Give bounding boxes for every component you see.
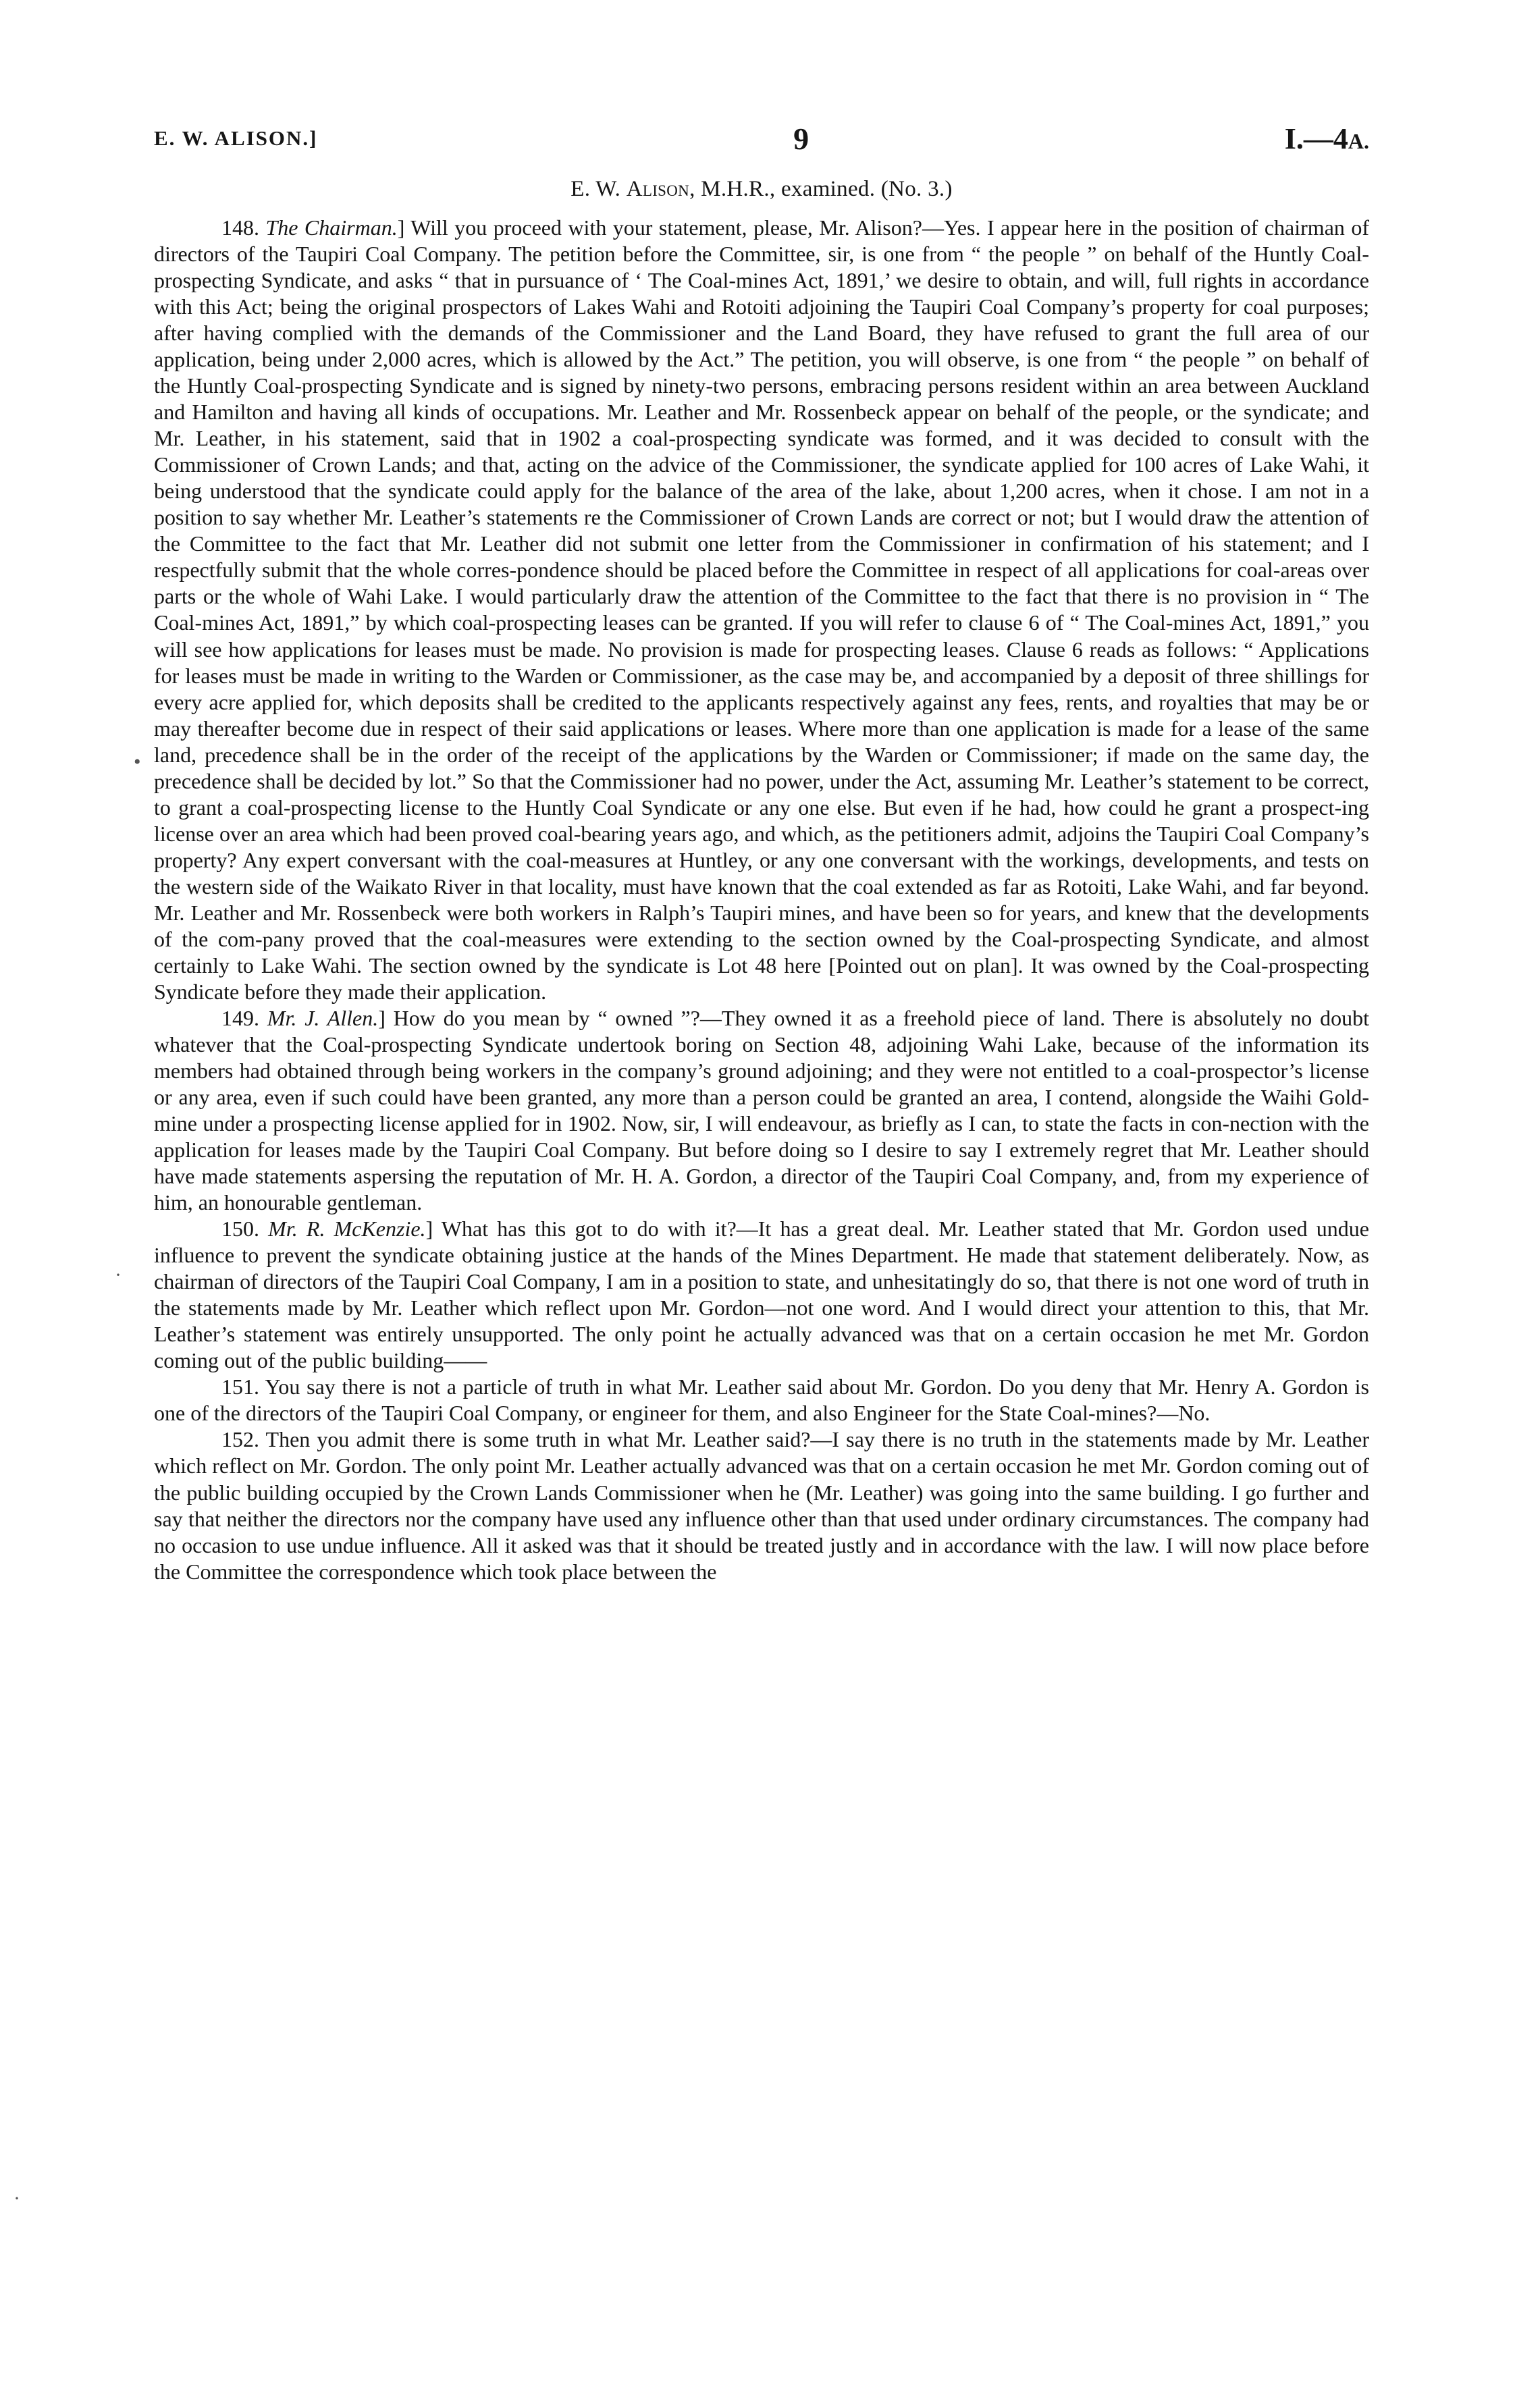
title-initials: E. W. <box>570 177 627 201</box>
question-number: 150. <box>221 1216 259 1241</box>
title-surname: Alison <box>626 177 690 201</box>
speaker: Mr. J. Allen. <box>267 1005 379 1030</box>
speaker: The Chairman. <box>265 215 398 240</box>
title-rest: , M.H.R., examined. (No. 3.) <box>689 177 953 201</box>
paragraph-text: ] What has this got to do with it?—It has a great deal. Mr. Leather stated that Mr. Gordon used undue influence to prevent the syndicate obtaining justice at the hands of the Mines Department. He made that statement deliberately. Now, as chairman of directors of the Taupiri Coal Company, I am in a position to state, and unhesitatingly do so, that there is not one word of truth in the statements made by Mr. Leather which reflect upon Mr. Gordon—not one word. And I would direct your attention to this, that Mr. Leather’s statement was entirely unsupported. The only point he actually advanced was that on a certain occasion he met Mr. Gordon coming out of the public building—— <box>154 1216 1370 1373</box>
margin-dot-mark: • <box>134 751 141 773</box>
question-number: 148. <box>221 215 259 240</box>
margin-dot-mark: · <box>14 2187 20 2210</box>
paragraph-148 <box>154 215 1369 1005</box>
paragraph-text: You say there is not a particle of truth in what Mr. Leather said about Mr. Gordon. Do you deny that Mr. Henry A. Gordon is one of the directors of the Taupiri Coal Company, or engineer for them, and also Engineer for the State Coal-mines?—No. <box>154 1374 1370 1426</box>
margin-dot-mark: · <box>115 1264 122 1286</box>
question-number: 149. <box>221 1005 259 1030</box>
question-number: 152. <box>221 1427 259 1452</box>
examination-title <box>154 177 1369 202</box>
document-reference-suffix: A. <box>1348 128 1369 153</box>
document-reference <box>1285 122 1369 156</box>
paragraph-text: ] How do you mean by “ owned ”?—They owned it as a freehold piece of land. There is absolutely no doubt whatever that the Coal-prospecting Syndicate undertook boring on Section 48, adjoining Wahi Lake, because of the information its members had obtained through being workers in the company’s ground adjoining; and they were not entitled to a coal-prospector’s license or any area, even if such could have been granted, any more than a person could be granted an area, I contend, alongside the Waihi Gold-mine under a prospecting license applied for in 1902. Now, sir, I will endeavour, as briefly as I can, to state the facts in con-nection with the application for leases made by the Taupiri Coal Company. But before doing so I desire to say I extremely regret that Mr. Leather should have made statements aspersing the reputation of Mr. H. A. Gordon, a director of the Taupiri Coal Company, and, from my experience of him, an honourable gentleman. <box>154 1005 1370 1215</box>
paragraph-149 <box>154 1005 1369 1216</box>
examination-body <box>154 215 1369 1585</box>
paragraph-151 <box>154 1374 1369 1426</box>
paragraph-152 <box>154 1426 1369 1584</box>
paragraph-text: Then you admit there is some truth in what Mr. Leather said?—I say there is no truth in the statements made by Mr. Leather which reflect on Mr. Gordon. The only point Mr. Leather actually advanced was that on a certain occasion he met Mr. Gordon coming out of the public building occupied by the Crown Lands Commissioner when he (Mr. Leather) was going into the same building. I go further and say that neither the directors nor the company have used any influence other than that used under ordinary circumstances. The company had no occasion to use undue influence. All it asked was that it should be treated justly and in accordance with the law. I will now place before the Committee the correspondence which took place between the <box>154 1427 1370 1584</box>
page-header <box>154 115 1369 162</box>
speaker: Mr. R. McKenzie. <box>268 1216 426 1241</box>
question-number: 151. <box>221 1374 259 1399</box>
page-number: 9 <box>793 121 809 156</box>
header-witness-name: E. W. ALISON.] <box>154 126 318 150</box>
paragraph-150 <box>154 1216 1369 1374</box>
paragraph-text: ] Will you proceed with your statement, please, Mr. Alison?—Yes. I appear here in the position of chairman of directors of the Taupiri Coal Company. The petition before the Committee, sir, is one from “ the people ” on behalf of the Huntly Coal-prospecting Syndicate, and asks “ that in pursuance of ‘ The Coal-mines Act, 1891,’ we desire to obtain, and will, full rights in accordance with this Act; being the original prospectors of Lakes Wahi and Rotoiti adjoining the Taupiri Coal Company’s property for coal purposes; after having complied with the demands of the Commissioner and the Land Board, they have refused to grant the full area of our application, being under 2,000 acres, which is allowed by the Act.” The petition, you will observe, is one from “ the people ” on behalf of the Huntly Coal-prospecting Syndicate and is signed by ninety-two persons, embracing persons resident within an area between Auckland and Hamilton and having all kinds of occupations. Mr. Leather and Mr. Rossenbeck appear on behalf of the people, or the syndicate; and Mr. Leather, in his statement, said that in 1902 a coal-prospecting syndicate was formed, and it was decided to consult with the Commissioner of Crown Lands; and that, acting on the advice of the Commissioner, the syndicate applied for 100 acres of Lake Wahi, it being understood that the syndicate could apply for the balance of the area of the lake, about 1,200 acres, when it chose. I am not in a position to say whether Mr. Leather’s statements re the Commissioner of Crown Lands are correct or not; but I would draw the attention of the Committee to the fact that Mr. Leather did not submit one letter from the Commissioner in confirmation of his statement; and I respectfully submit that the whole corres-pondence should be placed before the Committee in respect of all applications for coal-areas over parts or the whole of Wahi Lake. I would particularly draw the attention of the Committee to the fact that there is no provision in “ The Coal-mines Act, 1891,” by which coal-prospecting leases can be granted. If you will refer to clause 6 of “ The Coal-mines Act, 1891,” you will see how applications for leases must be made. No provision is made for prospecting leases. Clause 6 reads as follows: “ Applications for leases must be made in writing to the Warden or Commissioner, as the case may be, and accompanied by a deposit of three shillings for every acre applied for, which deposits shall be credited to the applicants respectively against any fees, rents, and royalties that may be or may thereafter become due in respect of their said applications or leases. Where more than one application is made for a lease of the same land, precedence shall be in the order of the receipt of the applications by the Warden or Commissioner; if made on the same day, the precedence shall be decided by lot.” So that the Commissioner had no power, under the Act, assuming Mr. Leather’s statement to be correct, to grant a coal-prospecting license to the Huntly Coal Syndicate or any one else. But even if he had, how could he grant a prospect-ing license over an area which had been proved coal-bearing years ago, and which, as the petitioners admit, adjoins the Taupiri Coal Company’s property? Any expert conversant with the coal-measures at Huntley, or any one conversant with the workings, developments, and tests on the western side of the Waikato River in that locality, must have known that the coal extended as far as Rotoiti, Lake Wahi, and far beyond. Mr. Leather and Mr. Rossenbeck were both workers in Ralph’s Taupiri mines, and have been so for years, and knew that the developments of the com-pany proved that the coal-measures were extending to the section owned by the Coal-prospecting Syndicate, and almost certainly to Lake Wahi. The section owned by the syndicate is Lot 48 here [Pointed out on plan]. It was owned by the Coal-prospecting Syndicate before they made their application. <box>154 215 1370 1004</box>
document-reference-main: I.—4 <box>1284 122 1348 155</box>
